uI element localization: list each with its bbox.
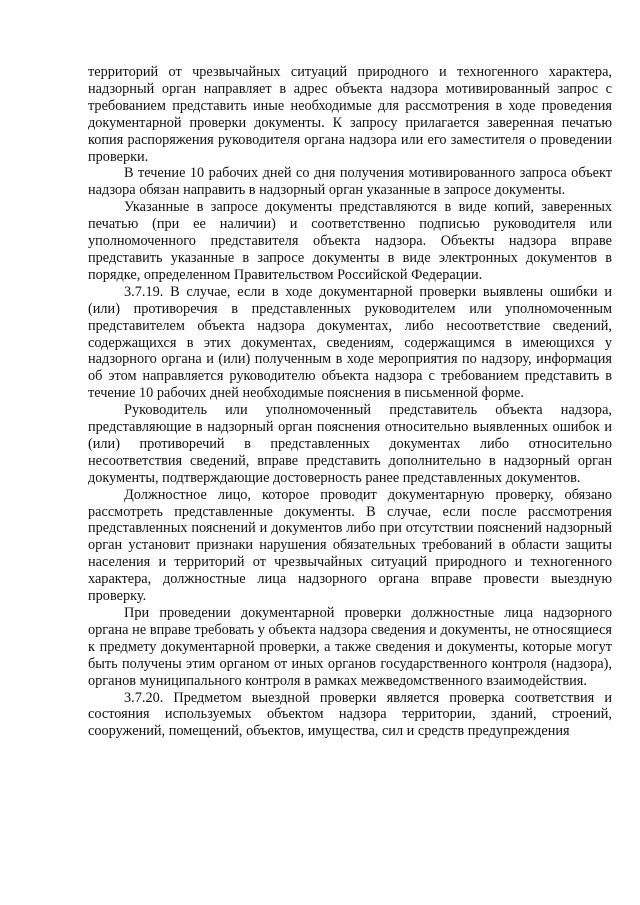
document-page [88, 64, 612, 740]
paragraph-1: территорий от чрезвычайных ситуаций природного и техногенного характера, надзорный орган направляет в адрес объекта надзора мотивированный запрос с требованием представить иные необходимые для рассмотрения в ходе проведения документарной проверки документы. К запросу прилагается заверенная печатью копия распоряжения руководителя органа надзора или его заместителя о проведении проверки. [88, 64, 612, 165]
paragraph-7: При проведении документарной проверки должностные лица надзорного органа не вправе требовать у объекта надзора сведения и документы, не относящиеся к предмету документарной проверки, а также сведения и документы, которые могут быть получены этим органом от иных органов государственного контроля (надзора), органов муниципального контроля в рамках межведомственного взаимодействия. [88, 605, 612, 689]
paragraph-3-7-20: 3.7.20. Предметом выездной проверки является проверка соответствия и состояния используемых объектом надзора территории, зданий, строений, сооружений, помещений, объектов, имущества, сил и средств предупреждения [88, 689, 612, 740]
paragraph-3-7-19: 3.7.19. В случае, если в ходе документарной проверки выявлены ошибки и (или) противоречия в представленных руководителем или уполномоченным представителем объекта надзора документах, либо несоответствие сведений, содержащихся в этих документах, сведениям, содержащимся в имеющихся у надзорного органа и (или) полученным в ходе мероприятия по надзору, информация об этом направляется руководителю объекта надзора с требованием представить в течение 10 рабочих дней необходимые пояснения в письменной форме. [88, 283, 612, 402]
paragraph-6: Должностное лицо, которое проводит документарную проверку, обязано рассмотреть представленные документы. В случае, если после рассмотрения представленных пояснений и документов либо при отсутствии пояснений надзорный орган установит признаки нарушения обязательных требований в области защиты населения и территорий от чрезвычайных ситуаций природного и техногенного характера, должностные лица надзорного органа вправе провести выездную проверку. [88, 486, 612, 605]
paragraph-5: Руководитель или уполномоченный представитель объекта надзора, представляющие в надзорный орган пояснения относительно выявленных ошибок и (или) противоречий в представленных документах либо относительно несоответствия сведений, вправе представить дополнительно в надзорный орган документы, подтверждающие достоверность ранее представленных документов. [88, 402, 612, 486]
paragraph-2: В течение 10 рабочих дней со дня получения мотивированного запроса объект надзора обязан направить в надзорный орган указанные в запросе документы. [88, 165, 612, 199]
paragraph-3: Указанные в запросе документы представляются в виде копий, заверенных печатью (при ее наличии) и соответственно подписью руководителя или уполномоченного представителя объекта надзора. Объекты надзора вправе представить указанные в запросе документы в виде электронных документов в порядке, определенном Правительством Российской Федерации. [88, 199, 612, 283]
